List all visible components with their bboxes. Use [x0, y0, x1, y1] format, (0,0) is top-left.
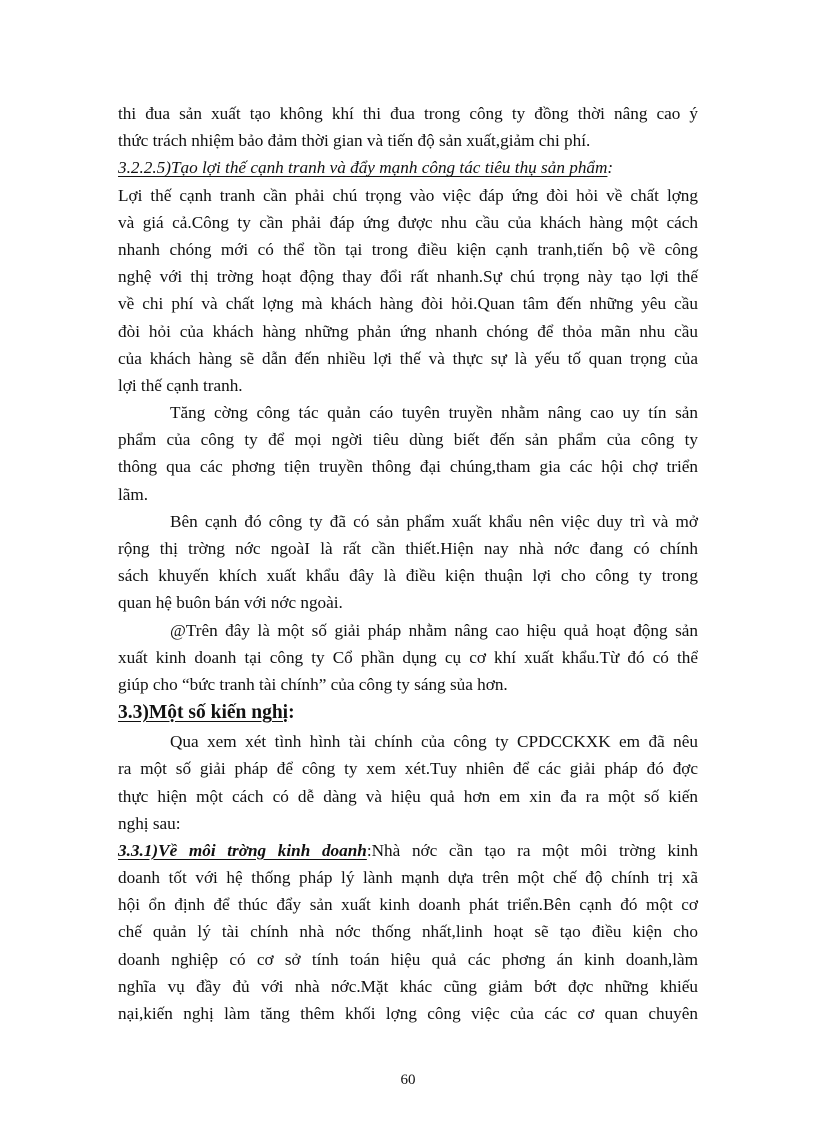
subheading-title: 3.2.2.5)Tạo lợi thế cạnh tranh và đẩy mạnh công tác tiêu thụ sản phẩm: [118, 158, 608, 178]
subheading-colon: :: [607, 158, 614, 178]
text-line: chế quản lý tài chính nhà nớc thống nhất,linh hoạt sẽ tạo điều kiện cho: [118, 922, 698, 942]
subheading-3-2-2-5: [118, 154, 698, 181]
section-heading-3-3: [118, 698, 698, 728]
text-line: phẩm của công ty để mọi ngời tiêu dùng biết đến sản phẩm của công ty: [118, 430, 698, 450]
text-line: nhanh chóng mới có thể tồn tại trong điều kiện cạnh tranh,tiến bộ về công: [118, 239, 698, 259]
text-line: thi đua sản xuất tạo không khí thi đua trong công ty đồng thời nâng cao ý: [118, 104, 698, 123]
document-body: [118, 100, 698, 1027]
subheading-3-3-1: 3.3.1)Về môi trờng kinh doanh: [118, 840, 367, 860]
text-line: doanh nghiệp có cơ sở tính toán hiệu quả các phơng án kinh doanh,làm: [118, 949, 698, 969]
section-heading-title: 3.3)Một số kiến nghị: [118, 702, 289, 724]
text-line: giúp cho “bức tranh tài chính” của công ty sáng sủa hơn.: [118, 674, 508, 694]
text-line: thực hiện một cách có dễ dàng và hiệu quả hơn em xin đa ra một số kiến: [118, 786, 698, 806]
text-line: rộng thị trờng nớc ngoàI là rất cần thiết.Hiện nay nhà nớc đang có chính: [118, 539, 698, 558]
text-line: Tăng cờng công tác quản cáo tuyên truyền nhằm nâng cao uy tín sản: [170, 403, 698, 423]
text-line: [118, 837, 698, 864]
text-line: của khách hàng sẽ dẫn đến nhiều lợi thế và thực sự là yếu tố quan trọng của: [118, 348, 698, 368]
text-line: đòi hỏi của khách hàng những phản ứng nhanh chóng để thỏa mãn nhu cầu: [118, 321, 698, 341]
text-line: về chi phí và chất lợng mà khách hàng đòi hỏi.Quan tâm đến những yêu cầu: [118, 294, 698, 314]
paragraph-business-environment: [118, 837, 698, 1027]
text-run: :Nhà nớc cần tạo ra một môi trờng kinh: [366, 840, 698, 860]
text-line: lợi thế cạnh tranh.: [118, 375, 243, 395]
text-line: lãm.: [118, 484, 149, 504]
text-line: @Trên đây là một số giải pháp nhằm nâng cao hiệu quả hoạt động sản: [170, 620, 698, 640]
page-number: 60: [400, 1072, 416, 1088]
text-line: doanh tốt với hệ thống pháp lý lành mạnh dựa trên một chế độ chính trị xã: [118, 868, 698, 888]
paragraph-solutions-summary: [118, 617, 698, 699]
text-line: Lợi thế cạnh tranh cần phải chú trọng vào việc đáp ứng đòi hỏi về chất lợng: [118, 185, 698, 205]
text-line: thức trách nhiệm bảo đảm thời gian và tiến độ sản xuất,giảm chi phí.: [118, 131, 591, 151]
text-line: Bên cạnh đó công ty đã có sản phẩm xuất khẩu nên việc duy trì và mở: [170, 511, 698, 531]
paragraph-advertising: [118, 399, 698, 508]
text-line: Qua xem xét tình hình tài chính của công ty CPDCCKXK em đã nêu: [170, 732, 698, 752]
text-line: hội ổn định để thúc đẩy sản xuất kinh doanh phát triển.Bên cạnh đó một cơ: [118, 895, 698, 915]
text-line: nghệ với thị trờng hoạt động thay đổi rất nhanh.Sự chú trọng này tạo lợi thế: [118, 267, 698, 287]
paragraph-export: [118, 508, 698, 617]
text-line: và giá cả.Công ty cần phải đáp ứng được nhu cầu của khách hàng một cách: [118, 212, 698, 232]
text-line: nghĩa vụ đầy đủ với nhà nớc.Mặt khác cũng giảm bớt đợc những khiếu: [118, 976, 698, 996]
paragraph-intro: [118, 100, 698, 154]
text-line: ra một số giải pháp để công ty xem xét.Tuy nhiên để các giải pháp đó đợc: [118, 759, 698, 779]
text-line: nghị sau:: [118, 813, 181, 833]
section-heading-colon: :: [288, 702, 295, 724]
text-line: nại,kiến nghị làm tăng thêm khối lợng công việc của các cơ quan chuyên: [118, 1004, 698, 1023]
text-line: sách khuyến khích xuất khẩu đây là điều kiện thuận lợi cho công ty trong: [118, 566, 698, 586]
paragraph-competitive-advantage: [118, 182, 698, 400]
paragraph-recommendations: [118, 728, 698, 837]
text-line: thông qua các phơng tiện truyền thông đại chúng,tham gia các hội chợ triển: [118, 457, 698, 477]
text-line: quan hệ buôn bán với nớc ngoài.: [118, 593, 343, 613]
text-line: xuất kinh doanh tại công ty Cổ phần dụng cụ cơ khí xuất khẩu.Từ đó có thể: [118, 647, 698, 667]
